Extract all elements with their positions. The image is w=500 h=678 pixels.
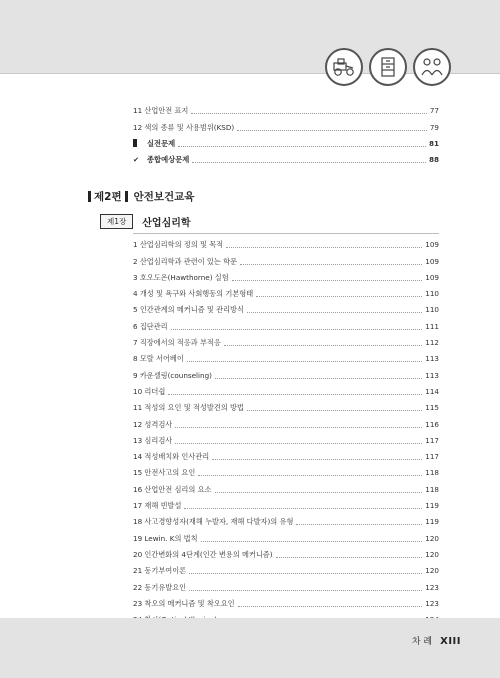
entry-page: 110 [425,289,439,299]
entry-page: 109 [425,240,439,250]
entry-title: 15 안전사고의 요인 [133,468,196,478]
entry-page: 79 [429,122,439,132]
leader-dots [237,130,427,131]
heading-bar-icon [88,191,91,202]
tractor-icon [325,48,363,86]
toc-entry-exercises[interactable] [133,133,439,149]
entry-title: 21 동기부여이론 [133,566,187,576]
cabinet-icon [369,48,407,86]
entry-page: 109 [425,272,439,282]
toc-entry[interactable] [133,576,439,592]
part-heading [88,189,194,204]
leader-dots [198,475,422,476]
header-icons [325,48,451,86]
entry-page: 123 [425,598,439,608]
leader-dots [192,162,426,163]
toc-entry[interactable] [133,348,439,364]
entry-title: 7 직장에서의 적응과 부적응 [133,338,221,348]
leader-dots [240,264,422,265]
toc-entry[interactable] [133,381,439,397]
entry-page: 116 [425,419,439,429]
entry-title: 10 리더쉽 [133,386,166,396]
entry-title: 실전문제 [147,138,176,148]
chapter-heading [100,214,191,229]
toc-entry[interactable] [133,462,439,478]
leader-dots [212,459,422,460]
entry-title: 23 착오의 메커니즘 및 착오요인 [133,598,235,608]
entry-title: 3 호오도온(Hawthorne) 실험 [133,272,229,282]
entry-title: 11 산업안전 표지 [133,106,189,116]
entry-page: 109 [425,256,439,266]
entry-title: 종합예상문제 [147,155,190,165]
toc-entry[interactable] [133,560,439,576]
entry-title: 14 적성배치와 인사관리 [133,452,210,462]
entry-page: 123 [425,582,439,592]
leader-dots [168,394,422,395]
toc-entry[interactable] [133,116,439,132]
leader-dots [178,146,426,147]
entry-page: 117 [425,435,439,445]
entry-title: 5 인간관계의 메커니즘 및 관리방식 [133,305,244,315]
entry-page: 120 [425,566,439,576]
checkmark-icon: ✔ [133,155,140,165]
leader-dots [247,410,422,411]
entry-page: 119 [425,517,439,527]
toc-entry[interactable] [133,413,439,429]
leader-dots [238,606,423,607]
entry-title: 18 사고경향성자(재해 누발자, 재해 다발자)의 유형 [133,517,294,527]
footer-section-label: 차 례 [411,637,433,647]
toc-entry[interactable] [133,364,439,380]
entry-page: 117 [425,452,439,462]
entry-title: 12 색의 종류 및 사용범위(KSD) [133,122,235,132]
toc-entry[interactable] [133,478,439,494]
entry-page: 120 [425,533,439,543]
leader-dots [187,361,422,362]
entry-title: 12 성격검사 [133,419,173,429]
toc-entry[interactable] [133,495,439,511]
entry-page: 120 [425,549,439,559]
footer-band [0,618,500,678]
entry-page: 110 [425,305,439,315]
footer [412,634,461,647]
entry-title: 8 모랄 서어베이 [133,354,184,364]
entry-title: 20 인간변화의 4단계(인간 변용의 메커니즘) [133,549,273,559]
square-bullet-icon [133,139,137,147]
entry-page: 115 [425,403,439,413]
toc-entry[interactable] [133,593,439,609]
entry-page: 77 [429,106,439,116]
heading-bar-icon [125,191,128,202]
toc-entry[interactable] [133,250,439,266]
toc-entry[interactable] [133,267,439,283]
entry-title: 22 동기유발요인 [133,582,187,592]
entry-page: 118 [425,484,439,494]
workers-icon [413,48,451,86]
leader-dots [215,492,423,493]
entry-title: 17 재해 빈발설 [133,501,182,511]
toc-entry[interactable] [133,100,439,116]
entry-page: 81 [428,138,439,148]
entry-title: 11 적성의 요인 및 적성발견의 방법 [133,403,244,413]
previous-part-entries [133,100,439,165]
entry-page: 88 [428,155,439,165]
leader-dots [189,573,422,574]
leader-dots [175,427,422,428]
toc-entry[interactable] [133,544,439,560]
leader-dots [224,345,422,346]
toc-entry[interactable] [133,430,439,446]
entry-page: 118 [425,468,439,478]
leader-dots [201,541,423,542]
toc-entry[interactable] [133,397,439,413]
leader-dots [232,280,423,281]
footer-page-number: XIII [440,636,461,647]
chapter-entries [133,234,439,641]
toc-entry[interactable] [133,446,439,462]
leader-dots [256,296,422,297]
entry-title: 16 산업안전 심리의 요소 [133,484,212,494]
entry-title: 9 카운셀링(counseling) [133,370,212,380]
leader-dots [296,524,422,525]
toc-entry[interactable] [133,332,439,348]
entry-title: 2 산업심리학과 관련이 있는 학문 [133,256,237,266]
entry-page: 111 [425,321,439,331]
entry-title: 4 개성 및 욕구와 사회행동의 기본형태 [133,289,254,299]
leader-dots [175,443,422,444]
toc-entry[interactable] [133,527,439,543]
entry-title: 13 심리검사 [133,435,173,445]
leader-dots [171,329,423,330]
leader-dots [276,557,423,558]
toc-entry[interactable] [133,299,439,315]
leader-dots [215,378,422,379]
entry-title: 19 Lewin. K의 법칙 [133,533,198,543]
entry-page: 112 [425,338,439,348]
toc-entry[interactable] [133,511,439,527]
part-title: 안전보건교육 [133,191,195,203]
entry-page: 113 [425,354,439,364]
toc-entry[interactable] [133,315,439,331]
entry-title: 6 집단관리 [133,321,168,331]
leader-dots [189,590,422,591]
toc-entry[interactable] [133,234,439,250]
leader-dots [184,508,422,509]
entry-page: 119 [425,501,439,511]
leader-dots [191,113,426,114]
leader-dots [226,247,422,248]
entry-page: 114 [425,386,439,396]
chapter-title: 산업심리학 [142,218,191,229]
entry-page: 113 [425,370,439,380]
toc-entry-review[interactable] [133,149,439,165]
chapter-label: 제1장 [100,214,133,229]
leader-dots [247,312,422,313]
entry-title: 1 산업심리학의 정의 및 목적 [133,240,224,250]
part-number: 제2편 [94,191,122,203]
toc-entry[interactable] [133,283,439,299]
